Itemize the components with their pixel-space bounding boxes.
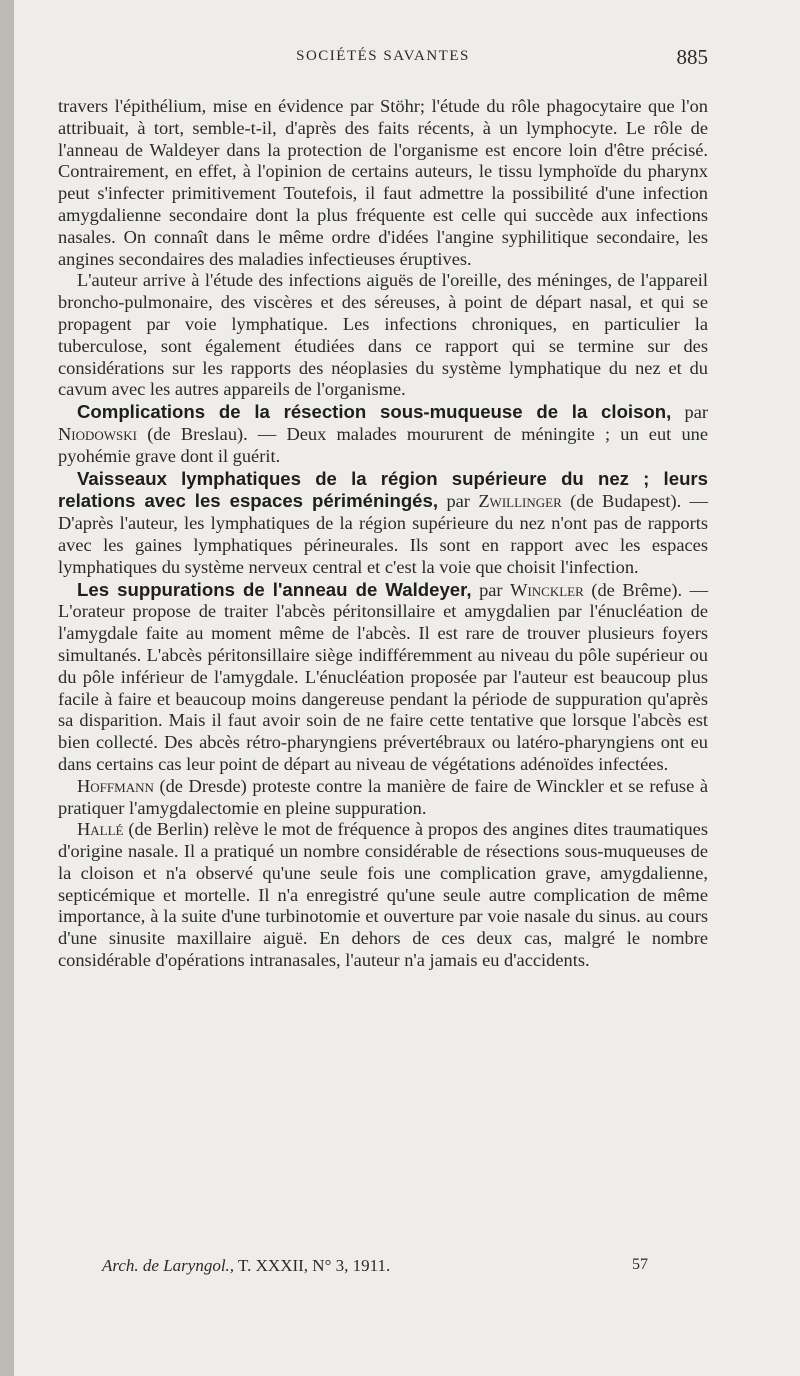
discussion-text: (de Berlin) relève le mot de fréquence à propos des angines dites traumatiques d'origine nasale. Il a pratiqué un nombre considérable de résections sous-muqueuses de la cloison et n'a observé qu'une seule fois une complication grave, amygdalienne, septicémique et mortelle. Il n'a enregistré qu'une seule autre complication de même importance, à la suite d'une turbinotomie et ouverture par voie nasale du sinus. au cours d'une sinusite maxillaire aiguë. En dehors de ces deux cas, malgré le nombre considérable d'opérations intranasales, l'auteur n'a jamais eu d'accidents. (58, 819, 708, 971)
abstract-author: Zwillinger (478, 491, 562, 512)
paragraph-continued: travers l'épithélium, mise en évidence par Stöhr; l'étude du rôle phagocytaire que l'on attribuait, à tort, semble-t-il, d'après des faits récents, à un lymphocyte. Le rôle de l'anneau de Waldeyer dans la protection de l'organisme est encore loin d'être précisé. Contrairement, en effet, à l'opinion de certains auteurs, le tissu lymphoïde du pharynx peut s'infecter primitivement Toutefois, il faut admettre la possibilité d'une infection amygdalienne secondaire dont la plus fréquente est celle qui succède aux infections nasales. On connaît dans le même ordre d'idées l'angine syphilitique secondaire, les angines secondaires des maladies infectieuses éruptives. (58, 96, 708, 269)
abstract-author: Niodowski (58, 423, 137, 444)
abstract-niodowski (58, 401, 708, 467)
page-footer (58, 1256, 708, 1280)
abstract-text: (de Breslau). — Deux malades moururent de méningite ; un eut une pyohémie grave dont il guérit. (58, 423, 708, 466)
abstract-by: par (479, 579, 503, 600)
running-header (58, 45, 708, 72)
page-body (58, 96, 708, 972)
printer-signature: 57 (632, 1256, 648, 1273)
journal-volume: T. XXXII, N° 3, 1911. (238, 1256, 391, 1275)
abstract-title: Complications de la résection sous-muqueuse de la cloison, (77, 401, 672, 423)
abstract-zwillinger (58, 468, 708, 579)
abstract-by: par (684, 402, 708, 423)
journal-citation (102, 1256, 390, 1276)
paragraph-infections-aigues: L'auteur arrive à l'étude des infections aiguës de l'oreille, des méninges, de l'appareil broncho-pulmonaire, des viscères et des séreuses, à point de départ nasal, et qui se propagent par voie lymphatique. Les infections chroniques, en particulier la tuberculose, sont également étudiées dans ce rapport qui se termine sur des considérations sur les rapports des néoplasies du système lymphatique du nez et du cavum avec les autres appareils de l'organisme. (58, 270, 708, 400)
abstract-title: Les suppurations de l'anneau de Waldeyer, (77, 578, 472, 600)
abstract-title: Vaisseaux lymphatiques de la région supérieure du nez ; leurs relations avec les espaces périméningés, (58, 467, 708, 512)
abstract-by: par (446, 491, 470, 512)
discussion-halle (58, 819, 708, 972)
abstract-text: (de Budapest). — D'après l'auteur, les lymphatiques de la région supérieure du nez n'ont pas de rapports avec les gaines lymphatiques périneurales. Ils sont en rapport avec les espaces lymphatiques du système nerveux central et c'est la voie que choisit l'infection. (58, 491, 708, 577)
abstract-winckler (58, 579, 708, 776)
abstract-text: (de Brême). — L'orateur propose de traiter l'abcès péritonsillaire et amygdalien par l'énucléation de l'amygdale faite au moment même de l'abcès. Il est rare de trouver plusieurs foyers simultanés. L'abcès péritonsillaire siège indifféremment au niveau du pôle supérieur ou du pôle inférieur de l'amygdale. L'énucléation proposée par l'auteur est beaucoup plus facile à faire et beaucoup moins dangereuse pendant la période de suppuration qu'après sa disparition. Mais il faut avoir soin de ne faire cette tentative que lorsque l'abcès est bien collecté. Des abcès rétro-pharyngiens prévertébraux ou latéro-pharyngiens ont eu dans certains cas leur point de départ au niveau de végétations adénoïdes infectées. (58, 579, 709, 774)
discussant-name: Hoffmann (77, 775, 154, 796)
discussion-text: (de Dresde) proteste contre la manière de faire de Winckler et se refuse à pratiquer l'amygdalectomie en pleine suppuration. (58, 775, 709, 818)
journal-name: Arch. de Laryngol., (102, 1256, 235, 1275)
discussant-name: Hallé (77, 819, 124, 840)
abstract-author: Winckler (510, 579, 584, 600)
page-number: 885 (676, 45, 708, 69)
discussion-hoffmann (58, 776, 708, 820)
running-header-title: SOCIÉTÉS SAVANTES (296, 48, 470, 64)
page-edge-shadow (0, 0, 14, 1376)
